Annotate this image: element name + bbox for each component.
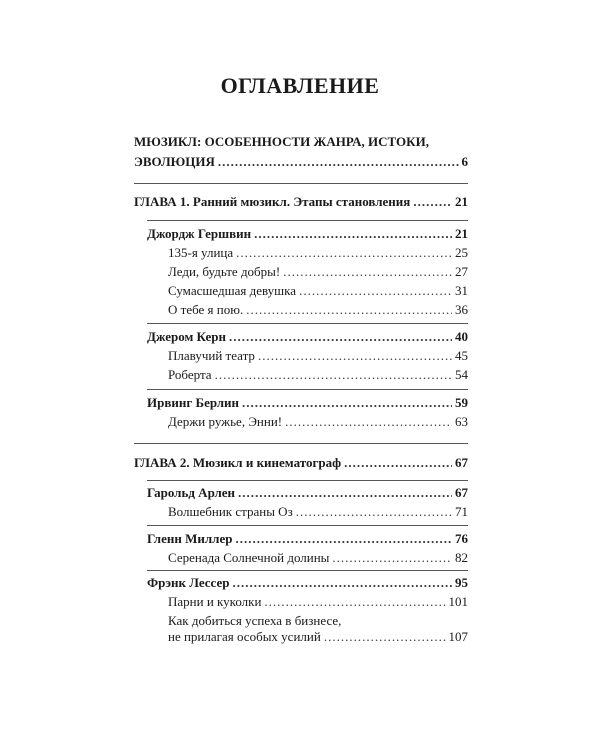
divider xyxy=(147,525,468,526)
leader-dots xyxy=(258,348,452,364)
intro-entry-label: ЭВОЛЮЦИЯ xyxy=(134,154,215,169)
page-number: 40 xyxy=(455,329,468,344)
toc-item[interactable] xyxy=(168,414,468,430)
page-number: 36 xyxy=(455,302,468,317)
leader-dots xyxy=(215,367,452,383)
item-label: 135-я улица xyxy=(168,245,234,260)
page-number: 82 xyxy=(455,550,468,565)
toc-item-line1[interactable] xyxy=(168,613,468,629)
leader-dots xyxy=(285,414,452,430)
page-number: 67 xyxy=(455,485,468,500)
page-number: 31 xyxy=(455,283,468,298)
item-label: Сумасшедшая девушка xyxy=(168,283,297,298)
item-label: Волшебник страны Оз xyxy=(168,504,293,519)
item-label: Парни и куколки xyxy=(168,594,262,609)
leader-dots xyxy=(232,575,452,591)
toc-item[interactable] xyxy=(168,245,468,261)
section-entry[interactable] xyxy=(147,395,468,411)
leader-dots xyxy=(254,226,452,242)
leader-dots xyxy=(235,531,452,547)
divider xyxy=(147,389,468,390)
section-entry[interactable] xyxy=(147,531,468,547)
section-label: Ирвинг Берлин xyxy=(147,395,240,410)
page-number: 21 xyxy=(455,226,468,241)
toc-item[interactable] xyxy=(168,283,468,299)
divider xyxy=(134,443,468,444)
intro-entry[interactable] xyxy=(134,154,468,170)
divider xyxy=(134,183,468,184)
section-label: Джером Керн xyxy=(147,329,226,344)
item-label: Роберта xyxy=(168,367,212,382)
toc-item[interactable] xyxy=(168,302,468,318)
section-label: Фрэнк Лессер xyxy=(147,575,230,590)
leader-dots xyxy=(218,154,459,170)
item-label: Серенада Солнечной долины xyxy=(168,550,330,565)
leader-dots xyxy=(332,550,452,566)
divider xyxy=(147,480,468,481)
page-number: 6 xyxy=(461,154,468,169)
item-label: не прилагая особых усилий xyxy=(168,629,321,644)
leader-dots xyxy=(296,504,452,520)
toc-item[interactable] xyxy=(168,550,468,566)
section-entry[interactable] xyxy=(147,575,468,591)
leader-dots xyxy=(242,395,452,411)
section-label: Гарольд Арлен xyxy=(147,485,236,500)
page-number: 21 xyxy=(455,194,468,209)
leader-dots xyxy=(236,245,452,261)
page-number: 63 xyxy=(455,414,468,429)
page-number: 59 xyxy=(455,395,468,410)
page-number: 67 xyxy=(455,455,468,470)
chapter-label: ГЛАВА 2. Мюзикл и кинематограф xyxy=(134,455,342,470)
section-label: Гленн Миллер xyxy=(147,531,233,546)
leader-dots xyxy=(344,455,452,471)
page-number: 25 xyxy=(455,245,468,260)
page-number: 95 xyxy=(455,575,468,590)
leader-dots xyxy=(299,283,452,299)
page-number: 101 xyxy=(448,594,468,609)
section-entry[interactable] xyxy=(147,329,468,345)
item-label: Плавучий театр xyxy=(168,348,255,363)
item-label: Держи ружье, Энни! xyxy=(168,414,283,429)
section-label: Джордж Гершвин xyxy=(147,226,252,241)
page-number: 71 xyxy=(455,504,468,519)
intro-entry-line1[interactable]: МЮЗИКЛ: ОСОБЕННОСТИ ЖАНРА, ИСТОКИ, xyxy=(134,134,429,149)
page-title: ОГЛАВЛЕНИЕ xyxy=(220,73,380,98)
leader-dots xyxy=(238,485,452,501)
toc-item[interactable] xyxy=(168,629,468,645)
chapter-entry[interactable] xyxy=(134,455,468,471)
leader-dots xyxy=(413,194,452,210)
section-entry[interactable] xyxy=(147,485,468,501)
leader-dots xyxy=(283,264,452,280)
page-number: 54 xyxy=(455,367,468,382)
item-label: Как добиться успеха в бизнесе, xyxy=(168,613,342,628)
page-number: 45 xyxy=(455,348,468,363)
toc-item[interactable] xyxy=(168,264,468,280)
page-number: 107 xyxy=(448,629,468,644)
section-entry[interactable] xyxy=(147,226,468,242)
divider xyxy=(147,570,468,571)
toc-item[interactable] xyxy=(168,348,468,364)
leader-dots xyxy=(324,629,446,645)
item-label: Леди, будьте добры! xyxy=(168,264,281,279)
item-label: О тебе я пою. xyxy=(168,302,244,317)
page-number: 27 xyxy=(455,264,468,279)
divider xyxy=(147,323,468,324)
toc-item[interactable] xyxy=(168,367,468,383)
page-number: 76 xyxy=(455,531,468,546)
leader-dots xyxy=(246,302,452,318)
chapter-label: ГЛАВА 1. Ранний мюзикл. Этапы становления xyxy=(134,194,411,209)
leader-dots xyxy=(229,329,452,345)
chapter-entry[interactable] xyxy=(134,194,468,210)
divider xyxy=(147,220,468,221)
leader-dots xyxy=(264,594,445,610)
toc-item[interactable] xyxy=(168,594,468,610)
toc-item[interactable] xyxy=(168,504,468,520)
